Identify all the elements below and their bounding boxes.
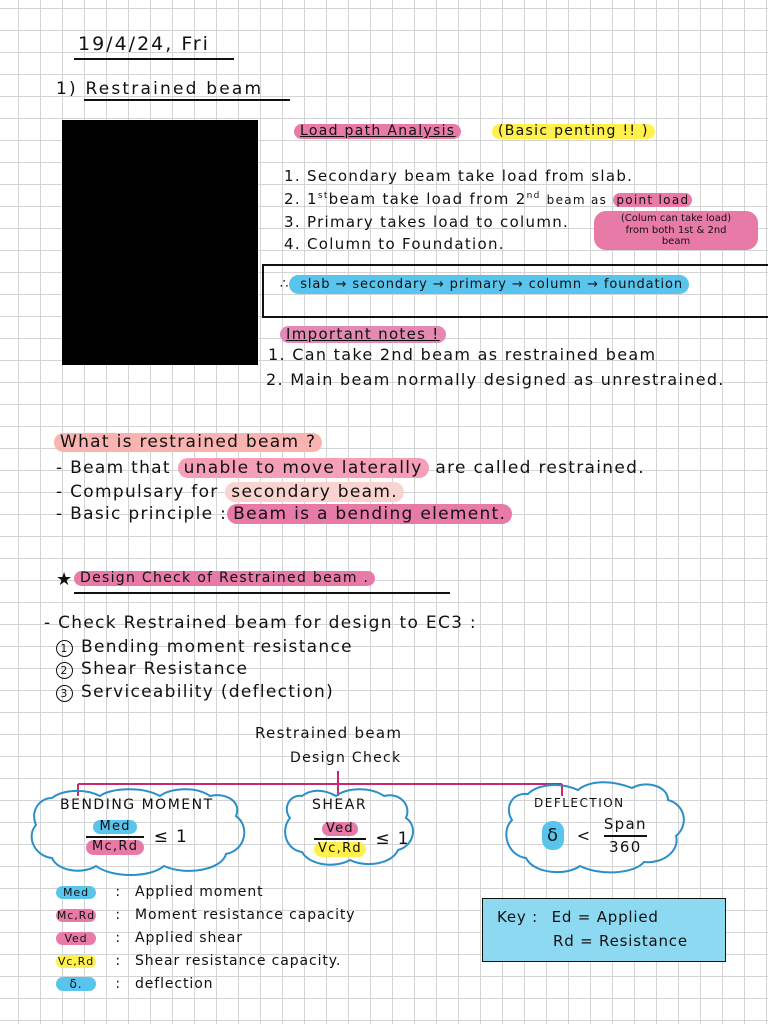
load-step-1: 1. Secondary beam take load from slab. <box>284 167 634 185</box>
bending-formula: $\frac{\text{Med}}{Mc,Rd}$ ≤ 1 <box>86 820 188 855</box>
deflection-label: DEFLECTION <box>534 796 625 810</box>
date: 19/4/24, Fri <box>78 33 210 55</box>
key-box: Key : Ed = Applied Rd = Resistance <box>482 898 726 962</box>
legend-row: Mc,Rd : Moment resistance capacity <box>56 907 356 923</box>
legend-row: Ved : Applied shear <box>56 930 243 946</box>
tree-root-line-1: Restrained beam <box>255 724 403 742</box>
shear-formula: $\frac{\text{Ved}}{Vc,Rd}$ ≤ 1 <box>314 822 410 857</box>
what-is-line-2: - Compulsary for secondary beam. <box>56 483 404 502</box>
side-note: (Colum can take load) from both 1st & 2nd beam <box>594 211 758 250</box>
star-icon: ★ <box>56 569 74 590</box>
what-is-heading: What is restrained beam ? <box>54 433 322 452</box>
check-item-1: 1 Bending moment resistance <box>56 638 353 657</box>
load-step-3: 3. Primary takes load to column. <box>284 213 570 231</box>
legend-row: Vc,Rd : Shear resistance capacity. <box>57 953 342 969</box>
important-item-1: 1. Can take 2nd beam as restrained beam <box>268 345 657 364</box>
load-step-4: 4. Column to Foundation. <box>284 235 505 253</box>
what-is-line-3: - Basic principle : Beam is a bending element. <box>56 505 512 524</box>
bending-label: BENDING MOMENT <box>60 797 214 813</box>
important-item-2: 2. Main beam normally designed as unrestrained. <box>266 370 725 389</box>
load-path-heading: Load path Analysis <box>294 124 461 139</box>
load-step-2: 2. 1stbeam take load from 2nd beam as point load <box>284 191 692 208</box>
deflection-formula: δ < $\frac{\text{Span}}{360}$ <box>542 816 647 855</box>
flow-line: ∴ slab → secondary → primary → column → foundation <box>280 278 689 292</box>
legend-row: Med : Applied moment <box>56 884 263 900</box>
check-item-3: 3 Serviceability (deflection) <box>56 683 334 702</box>
load-path-note: (Basic penting !! ) <box>492 124 655 139</box>
design-intro: - Check Restrained beam for design to EC3 : <box>44 613 477 633</box>
shear-label: SHEAR <box>312 797 368 813</box>
important-heading: Important notes ! <box>280 326 446 343</box>
design-heading: Design Check of Restrained beam . <box>74 571 375 586</box>
check-item-2: 2 Shear Resistance <box>56 660 248 679</box>
page-title: 1) Restrained beam <box>56 79 264 99</box>
what-is-line-1: - Beam that unable to move laterally are called restrained. <box>56 458 645 478</box>
legend-row: δ. : deflection <box>56 976 213 992</box>
tree-root-line-2: Design Check <box>290 750 402 766</box>
